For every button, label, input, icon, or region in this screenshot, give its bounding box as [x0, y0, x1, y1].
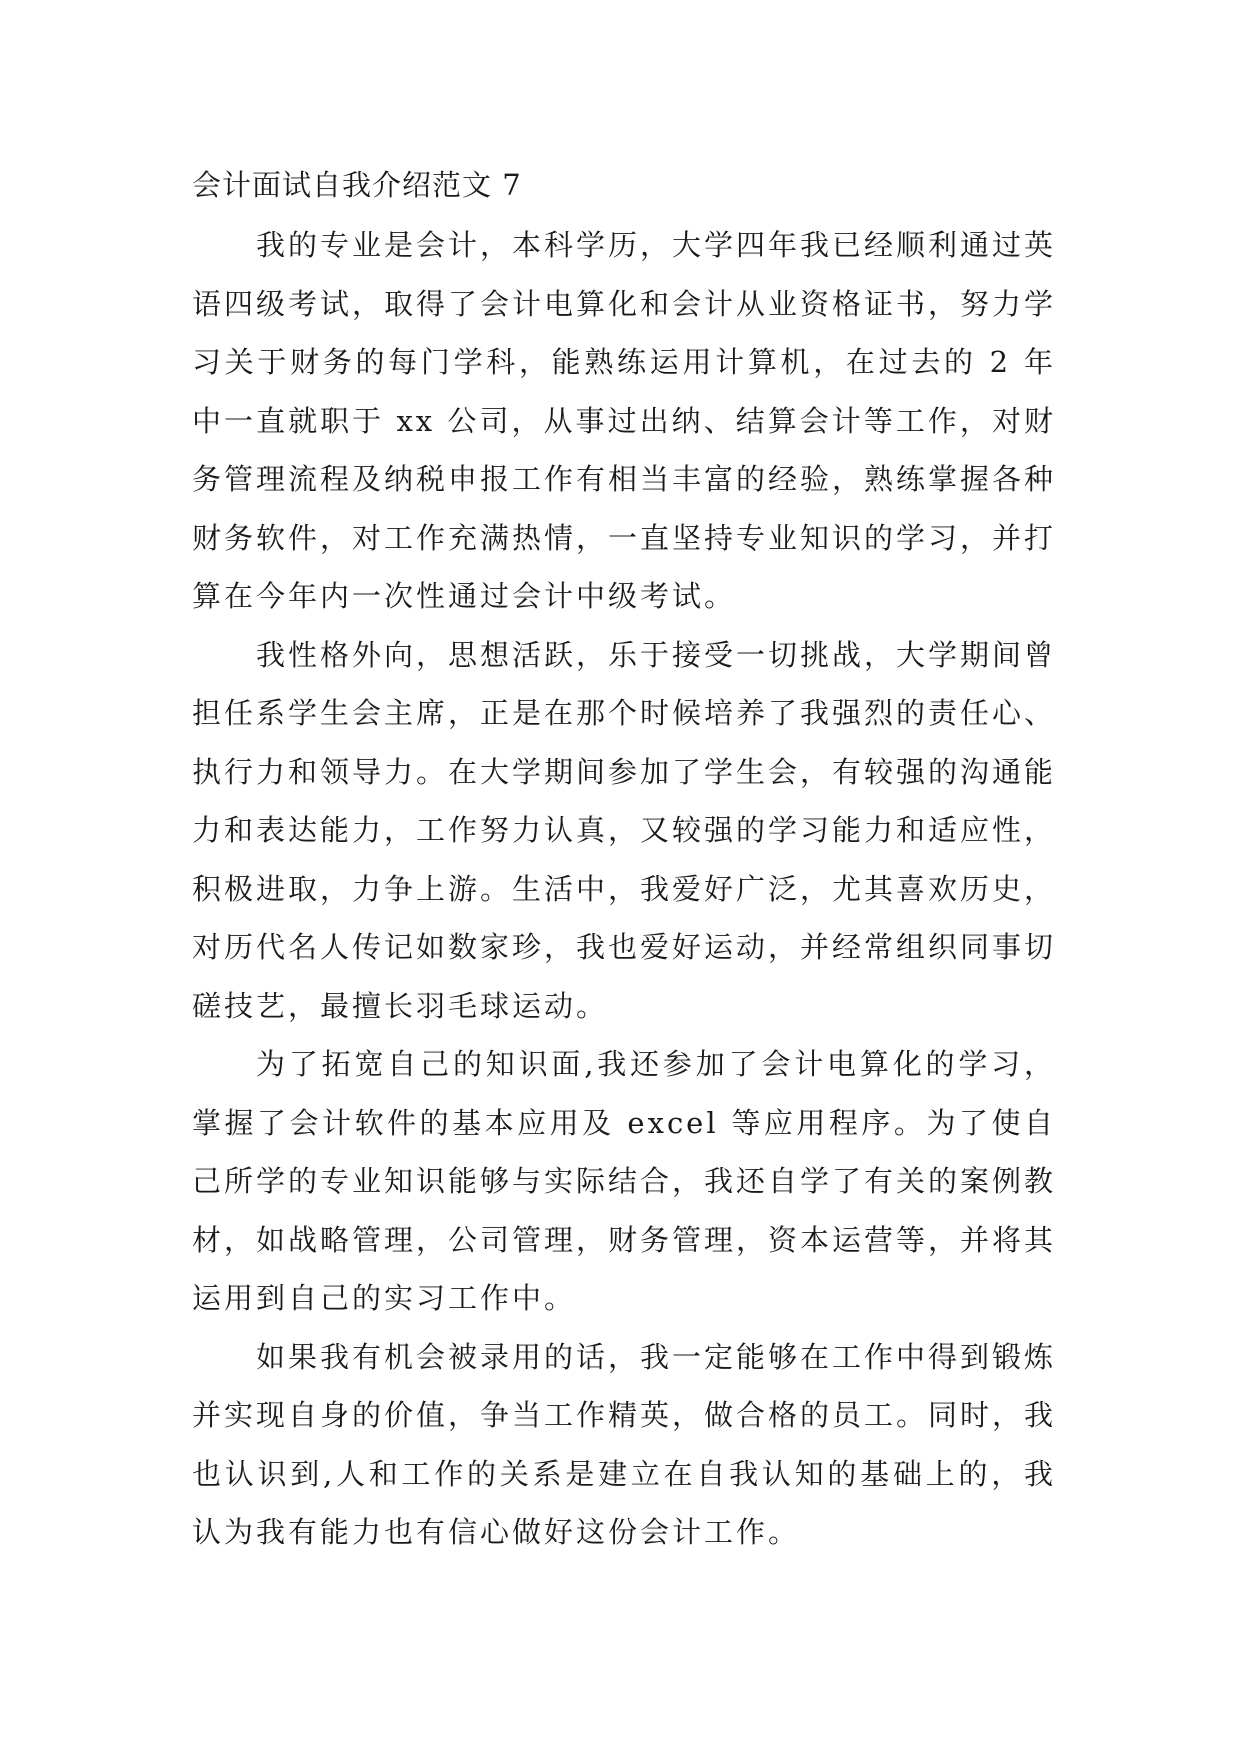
- paragraph-3: 为了拓宽自己的知识面,我还参加了会计电算化的学习，掌握了会计软件的基本应用及 excel 等应用程序。为了使自己所学的专业知识能够与实际结合，我还自学了有关的案例教材，如战略管理，公司管理，财务管理，资本运营等，并将其运用到自己的实习工作中。: [192, 1047, 1057, 1315]
- paragraph-2: 我性格外向，思想活跃，乐于接受一切挑战，大学期间曾担任系学生会主席，正是在那个时候培养了我强烈的责任心、执行力和领导力。在大学期间参加了学生会，有较强的沟通能力和表达能力，工作努力认真，又较强的学习能力和适应性，积极进取，力争上游。生活中，我爱好广泛，尤其喜欢历史，对历代名人传记如数家珍，我也爱好运动，并经常组织同事切磋技艺，最擅长羽毛球运动。: [192, 637, 1057, 1023]
- paragraph-1: 我的专业是会计，本科学历，大学四年我已经顺利通过英语四级考试，取得了会计电算化和会计从业资格证书，努力学习关于财务的每门学科，能熟练运用计算机，在过去的 2 年中一直就职于 xx 公司，从事过出纳、结算会计等工作，对财务管理流程及纳税申报工作有相当丰富的经验，熟练掌握各种财务软件，对工作充满热情，一直坚持专业知识的学习，并打算在今年内一次性通过会计中级考试。: [192, 228, 1057, 613]
- paragraph-4: 如果我有机会被录用的话，我一定能够在工作中得到锻炼并实现自身的价值，争当工作精英，做合格的员工。同时，我也认识到,人和工作的关系是建立在自我认知的基础上的，我认为我有能力也有信心做好这份会计工作。: [192, 1339, 1057, 1549]
- document-body: [192, 216, 1056, 1562]
- document-title: 会计面试自我介绍范文 7: [192, 168, 522, 202]
